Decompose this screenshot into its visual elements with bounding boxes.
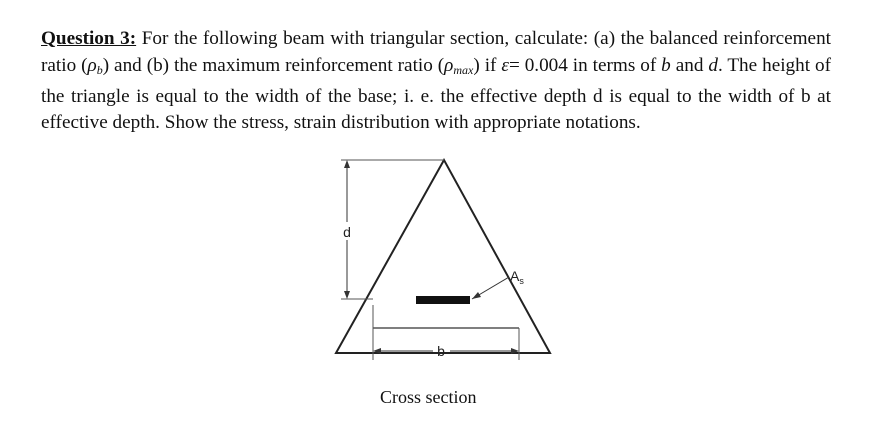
question-text-part: . The height of the triangle is equal to the width of the base; i. e. the effective depth d is equal to the width of b at effective depth. Show the stress, strain distribution with appropriate notations. — [41, 54, 831, 134]
rho-subscript-b: b — [96, 62, 103, 77]
as-label — [510, 268, 524, 286]
figure-caption: Cross section — [380, 387, 477, 407]
variable-b: b — [661, 54, 671, 76]
arrowhead-down — [344, 291, 350, 299]
triangle-section — [336, 160, 550, 353]
as-label-sub: s — [519, 276, 524, 286]
question-heading: Question 3: — [41, 28, 137, 49]
as-label-main: A — [510, 268, 520, 284]
question-text-part: For the following beam with triangular section, calculate: (a) the balanced reinforcement ratio ( — [41, 28, 831, 76]
as-leader-arrowhead — [472, 292, 481, 299]
question-text-part: ) if — [473, 54, 502, 76]
question-text-part: = 0.004 in terms of — [508, 54, 662, 76]
dimension-label-d: d — [343, 224, 351, 240]
rho-subscript-max: max — [453, 62, 474, 77]
rho-symbol: ρ — [444, 54, 454, 76]
arrowhead-up — [344, 160, 350, 168]
question-text-part: ) and (b) the maximum reinforcement ratio ( — [102, 54, 445, 76]
dimension-label-b: b — [437, 343, 445, 359]
rho-symbol: ρ — [87, 54, 97, 76]
reinforcement-bar — [416, 296, 470, 304]
variable-d: d — [708, 54, 718, 76]
question-text-part: and — [670, 54, 709, 76]
epsilon-symbol: ε — [501, 54, 509, 76]
